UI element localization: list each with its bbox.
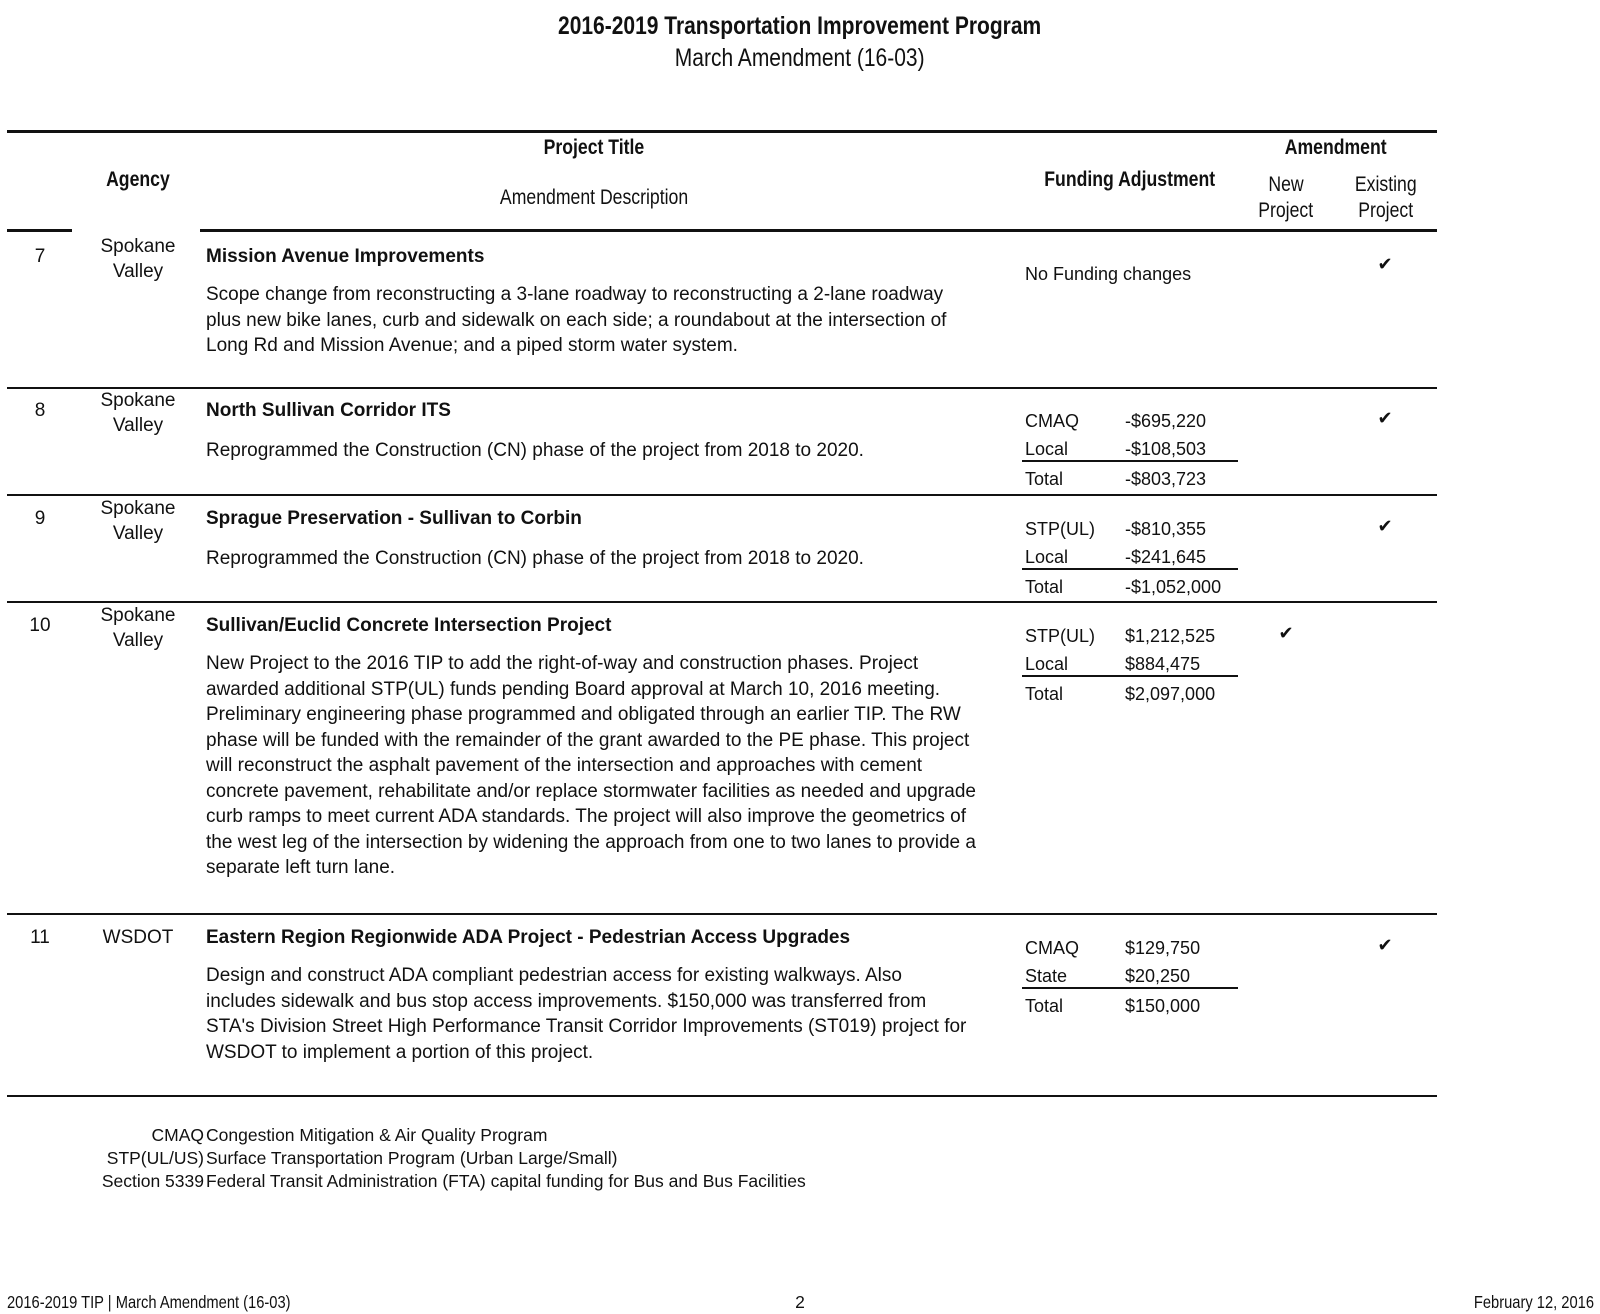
agency — [88, 234, 188, 284]
table-row — [0, 388, 1440, 494]
footer-left — [7, 1292, 345, 1313]
legend-definition: Federal Transit Administration (FTA) capital funding for Bus and Bus Facilities — [206, 1171, 806, 1191]
legend-abbr: Section 5339 — [101, 1171, 204, 1191]
funding-amount: $150,000 — [1125, 996, 1201, 1016]
footer-left-text: 2016-2019 TIP | March Amendment (16-03) — [7, 1292, 291, 1312]
legend-abbr: CMAQ — [151, 1125, 204, 1145]
header-new-text: New — [1268, 173, 1304, 196]
amendment-description: Reprogrammed the Construction (CN) phase of the project from 2018 to 2020. — [206, 440, 864, 461]
funding-source: Total — [1025, 684, 1064, 704]
document-title — [0, 12, 1600, 41]
funding-source: State — [1025, 966, 1068, 986]
legend-item — [0, 1170, 1600, 1193]
table-bottom-rule — [7, 1095, 1437, 1097]
funding-amount: $20,250 — [1125, 966, 1191, 986]
funding-amount: -$810,355 — [1125, 519, 1207, 539]
funding-adjustment — [1022, 619, 1238, 705]
row-number: 10 — [29, 615, 51, 636]
table-row — [0, 234, 1440, 387]
header-funding-adjustment — [1010, 168, 1250, 192]
header-existing-project — [1336, 172, 1436, 224]
table-row — [0, 603, 1440, 913]
top-rule — [7, 130, 1437, 133]
amendment-description: New Project to the 2016 TIP to add the right-of-way and construction phases. Project awarded additional STP(UL) funds pending Board approval at March 10, 2016 meeting. Preliminary engineering phase programmed and obligated through an earlier TIP. The RW phase will be funded with the remainder of the grant awarded to the PE phase. This project will reconstruct the asphalt pavement of the intersection and approaches with cement concrete pavement, rehabilitate and/or replace stormwater facilities as needed and upgrade curb ramps to meet current ADA standards. The project will also improve the geometrics of the west leg of the intersection by widening the approach from one to two lanes to provide a separate left turn lane. — [206, 653, 976, 878]
funding-amount: $2,097,000 — [1125, 684, 1216, 704]
new-project-check-icon: ✔ — [1278, 623, 1294, 643]
agency — [88, 603, 188, 653]
table-row — [0, 915, 1440, 1095]
agency-line: Valley — [112, 523, 164, 544]
funding-total — [1022, 570, 1238, 598]
table-row — [0, 496, 1440, 602]
amendment-description: Design and construct ADA compliant pedestrian access for existing walkways. Also includes sidewalk and bus stop access improvements. $150,000 was transferred from STA's Division Street High Performance Transit Corridor Improvements (ST019) project for WSDOT to implement a portion of this project. — [206, 965, 967, 1063]
header-amendment-text: Amendment — [1285, 136, 1387, 159]
header-bottom-rule — [986, 229, 1437, 232]
existing-project-check-icon: ✔ — [1377, 516, 1393, 536]
amendment-description: Reprogrammed the Construction (CN) phase of the project from 2018 to 2020. — [206, 548, 864, 569]
project-title: Sprague Preservation - Sullivan to Corbin — [206, 508, 582, 529]
header-bottom-rule — [200, 229, 986, 232]
funding-amount: -$695,220 — [1125, 411, 1207, 431]
project-title: Eastern Region Regionwide ADA Project - Pedestrian Access Upgrades — [206, 927, 851, 948]
project-title: Mission Avenue Improvements — [206, 246, 485, 267]
agency-line: Spokane — [100, 498, 176, 519]
funding-line — [1022, 931, 1238, 959]
existing-project-check-icon: ✔ — [1377, 935, 1393, 955]
row-number: 11 — [30, 927, 50, 948]
funding-source: Local — [1025, 547, 1069, 567]
funding-note: No Funding changes — [1025, 264, 1192, 284]
header-project-title-text: Project Title — [543, 136, 645, 159]
project-title: Sullivan/Euclid Concrete Intersection Project — [206, 615, 612, 636]
funding-source: Local — [1025, 654, 1069, 674]
funding-line — [1022, 647, 1238, 677]
document-subtitle — [0, 44, 1600, 73]
title-text: 2016-2019 Transportation Improvement Program — [558, 12, 1042, 40]
legend-item — [0, 1147, 1600, 1170]
legend-item — [0, 1124, 1600, 1147]
legend-abbr: STP(UL/US) — [106, 1148, 204, 1168]
funding-amount: -$803,723 — [1125, 469, 1207, 489]
header-amendment-description — [394, 186, 794, 210]
funding-adjustment — [1022, 512, 1238, 598]
funding-amount: $1,212,525 — [1125, 626, 1216, 646]
funding-line — [1022, 432, 1238, 462]
funding-amount: -$241,645 — [1125, 547, 1207, 567]
funding-source: STP(UL) — [1025, 519, 1096, 539]
project-title: North Sullivan Corridor ITS — [206, 400, 451, 421]
agency-line: Valley — [112, 261, 164, 282]
page-number: 2 — [795, 1292, 805, 1312]
agency-line: WSDOT — [102, 927, 174, 948]
funding-amount: $884,475 — [1125, 654, 1201, 674]
header-new-project — [1236, 172, 1336, 224]
agency-line: Spokane — [100, 390, 176, 411]
funding-total — [1022, 989, 1238, 1017]
funding-source: CMAQ — [1025, 411, 1079, 431]
footer-date — [1451, 1292, 1594, 1313]
agency-line: Valley — [112, 415, 164, 436]
header-existing-text: Existing — [1355, 173, 1417, 196]
subtitle-text: March Amendment (16-03) — [675, 44, 925, 72]
existing-project-check-icon: ✔ — [1377, 254, 1393, 274]
funding-source: STP(UL) — [1025, 626, 1096, 646]
legend-definition: Congestion Mitigation & Air Quality Program — [206, 1125, 548, 1145]
row-number: 7 — [34, 246, 46, 267]
funding-line — [1022, 540, 1238, 570]
funding-line — [1022, 959, 1238, 989]
amendment-description: Scope change from reconstructing a 3-lane roadway to reconstructing a 2-lane roadway plus new bike lanes, curb and sidewalk on each side; a roundabout at the intersection of Long Rd and Mission Avenue; and a piped storm water system. — [206, 284, 947, 356]
funding-line — [1022, 512, 1238, 540]
header-agency — [88, 168, 188, 192]
agency-line: Spokane — [100, 236, 176, 257]
header-bottom-rule — [7, 229, 72, 232]
funding-adjustment — [1022, 254, 1238, 285]
existing-project-check-icon: ✔ — [1377, 408, 1393, 428]
agency — [88, 496, 188, 546]
funding-adjustment — [1022, 931, 1238, 1017]
funding-source: Total — [1025, 996, 1064, 1016]
funding-source: Total — [1025, 577, 1064, 597]
agency — [88, 925, 188, 950]
row-number: 8 — [34, 400, 46, 421]
header-project-text: Project — [1358, 199, 1414, 222]
funding-line — [1022, 619, 1238, 647]
funding-line — [1022, 404, 1238, 432]
abbreviation-legend — [0, 1124, 1600, 1193]
funding-total — [1022, 462, 1238, 490]
header-amendment — [1236, 136, 1436, 160]
funding-source: CMAQ — [1025, 938, 1079, 958]
row-number: 9 — [34, 508, 46, 529]
header-project-title — [394, 136, 794, 160]
funding-source: Total — [1025, 469, 1064, 489]
agency-line: Spokane — [100, 605, 176, 626]
header-funding-adjustment-text: Funding Adjustment — [1044, 168, 1216, 191]
funding-amount: -$1,052,000 — [1125, 577, 1222, 597]
header-amendment-description-text: Amendment Description — [499, 186, 689, 209]
funding-adjustment — [1022, 404, 1238, 490]
header-agency-text: Agency — [106, 168, 170, 191]
funding-total — [1022, 677, 1238, 705]
footer-date-text: February 12, 2016 — [1473, 1292, 1594, 1312]
agency — [88, 388, 188, 438]
funding-amount: $129,750 — [1125, 938, 1201, 958]
funding-amount: -$108,503 — [1125, 439, 1207, 459]
header-project-text: Project — [1258, 199, 1314, 222]
agency-line: Valley — [112, 630, 164, 651]
legend-definition: Surface Transportation Program (Urban Large/Small) — [206, 1148, 618, 1168]
funding-source: Local — [1025, 439, 1069, 459]
